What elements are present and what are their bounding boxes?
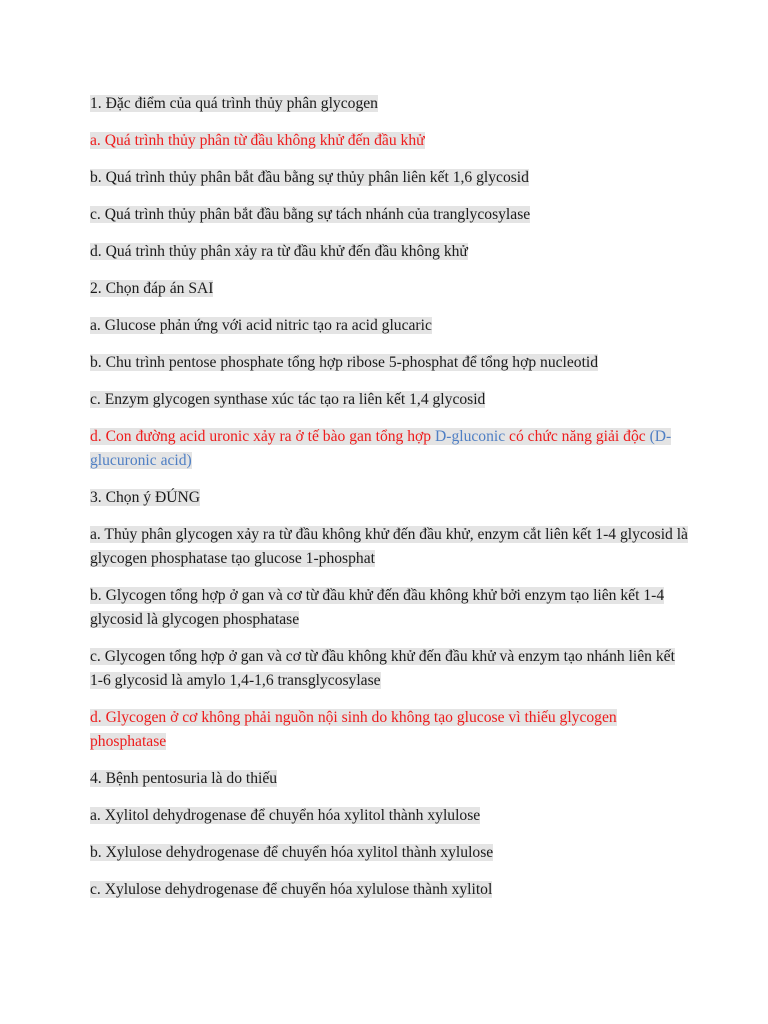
q2-d-term-glucuronic: (D-glucuronic acid) <box>90 428 672 469</box>
q1-question: 1. Đặc điểm của quá trình thủy phân glycogen <box>90 95 378 112</box>
q2-option-b: b. Chu trình pentose phosphate tổng hợp ribose 5-phosphat để tổng hợp nucleotid <box>90 354 599 371</box>
q2-d-text-2: có chức năng giải độc <box>505 428 650 445</box>
q2-d-term-gluconic: D-gluconic <box>435 428 506 445</box>
q1-option-c: c. Quá trình thủy phân bắt đầu bằng sự tách nhánh của tranglycosylase <box>90 206 531 223</box>
q4-option-c: c. Xylulose dehydrogenase để chuyển hóa xylulose thành xylitol <box>90 881 493 898</box>
q2-option-d-answer <box>90 425 688 473</box>
q3-option-b: b. Glycogen tổng hợp ở gan và cơ từ đầu khử đến đầu không khử bởi enzym tạo liên kết 1-4 glycosid là glycogen phosphatase <box>90 587 665 628</box>
q2-option-c: c. Enzym glycogen synthase xúc tác tạo ra liên kết 1,4 glycosid <box>90 391 486 408</box>
q4-option-a: a. Xylitol dehydrogenase để chuyển hóa xylitol thành xylulose <box>90 807 481 824</box>
q4-question: 4. Bệnh pentosuria là do thiếu <box>90 770 278 787</box>
q4-option-b: b. Xylulose dehydrogenase để chuyển hóa xylitol thành xylulose <box>90 844 494 861</box>
q1-option-d: d. Quá trình thủy phân xảy ra từ đầu khử đến đầu không khử <box>90 243 468 260</box>
q1-option-b: b. Quá trình thủy phân bắt đầu bằng sự thủy phân liên kết 1,6 glycosid <box>90 169 529 186</box>
q3-option-d-answer: d. Glycogen ở cơ không phải nguồn nội sinh do không tạo glucose vì thiếu glycogen phosphatase <box>90 709 617 750</box>
q2-option-a: a. Glucose phản ứng với acid nitric tạo ra acid glucaric <box>90 317 432 334</box>
q2-question: 2. Chọn đáp án SAI <box>90 280 214 297</box>
q1-option-a-answer: a. Quá trình thủy phân từ đầu không khử đến đầu khử <box>90 132 425 149</box>
q2-d-text-1: d. Con đường acid uronic xảy ra ở tế bào gan tổng hợp <box>90 428 435 445</box>
q3-question: 3. Chọn ý ĐÚNG <box>90 489 201 506</box>
q3-option-c: c. Glycogen tổng hợp ở gan và cơ từ đầu không khử đến đầu khử và enzym tạo nhánh liên kết 1-6 glycosid là amylo 1,4-1,6 transglycosylase <box>90 648 675 689</box>
q3-option-a: a. Thủy phân glycogen xảy ra từ đầu không khử đến đầu khử, enzym cắt liên kết 1-4 glycosid là glycogen phosphatase tạo glucose 1-phosphat <box>90 526 688 567</box>
